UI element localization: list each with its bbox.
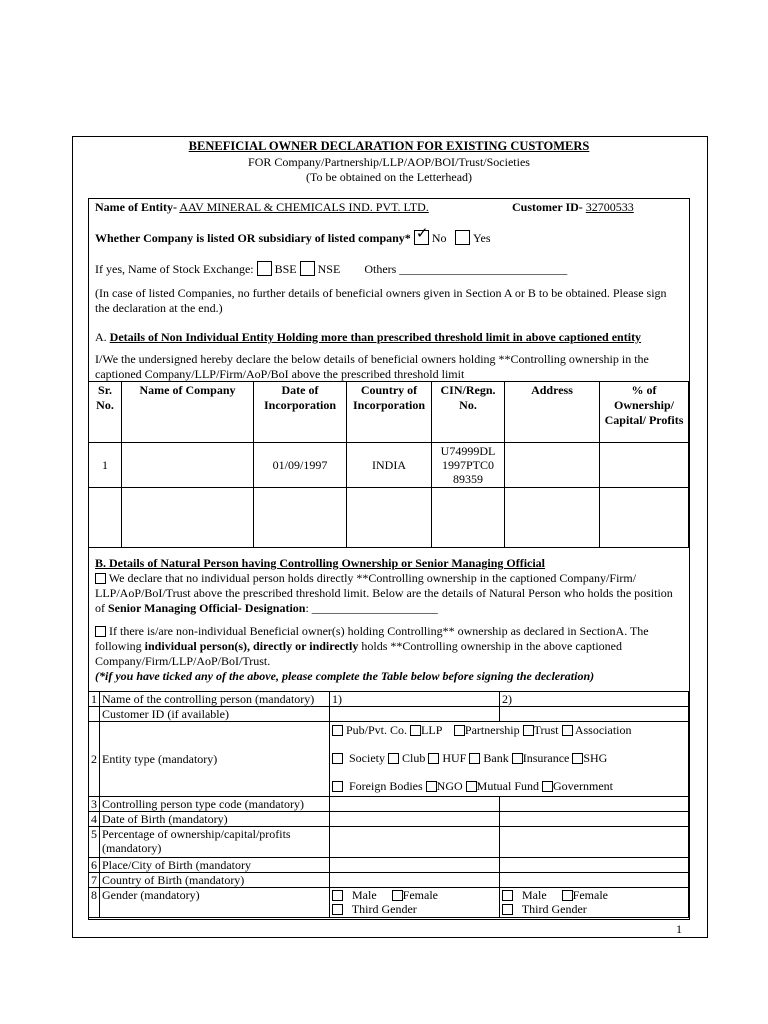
female-label: Female xyxy=(402,888,438,902)
person-2-customer-id[interactable] xyxy=(500,707,689,722)
section-b-table xyxy=(88,691,689,918)
llp-checkbox[interactable] xyxy=(410,725,421,736)
form-title: BENEFICIAL OWNER DECLARATION FOR EXISTING CUSTOMERS xyxy=(188,139,590,153)
entity-type-label: Insurance xyxy=(522,751,570,765)
person-1-birth-city[interactable] xyxy=(330,858,500,873)
option-1-text: We declare that no individual person holds directly **Controlling ownership in the captioned Company/Firm/ LLP/AoP/BoI/Trust above the prescribed threshold limit. Below are the details of Natural Person who holds the position of xyxy=(95,571,673,615)
section-b-option-1 xyxy=(95,571,680,616)
table-row xyxy=(89,722,689,797)
col-country-incorporation: Country of Incorporation xyxy=(347,382,432,443)
entity-type-label: Partnership xyxy=(464,723,520,737)
association-checkbox[interactable] xyxy=(562,725,573,736)
no-label: No xyxy=(431,231,447,245)
section-b-instruction: (*if you have ticked any of the above, please complete the Table below before signing the decleration) xyxy=(95,669,595,683)
customer-id-value: 32700533 xyxy=(585,200,634,214)
table-row xyxy=(89,692,689,707)
section-b-title: B. Details of Natural Person having Controlling Ownership or Senior Managing Official xyxy=(95,556,546,570)
row-number: 8 xyxy=(89,888,100,918)
person-2-gender xyxy=(500,888,689,918)
person-2-percentage[interactable] xyxy=(500,827,689,858)
cell-ownership[interactable] xyxy=(600,443,689,488)
person-1-customer-id[interactable] xyxy=(330,707,500,722)
table-row xyxy=(89,888,689,918)
third-gender-label: Third Gender xyxy=(351,902,417,916)
table-row xyxy=(89,488,689,548)
cell-address[interactable] xyxy=(505,488,600,548)
person-1-percentage[interactable] xyxy=(330,827,500,858)
row-number: 7 xyxy=(89,873,100,888)
male-checkbox[interactable] xyxy=(502,890,513,901)
listed-question-row xyxy=(95,230,491,246)
cell-cin: U74999DL 1997PTC0 89359 xyxy=(432,443,505,488)
row-label: Place/City of Birth (mandatory xyxy=(100,858,330,873)
trust-checkbox[interactable] xyxy=(523,725,534,736)
entity-type-label: Foreign Bodies xyxy=(349,779,423,793)
entity-name-label: Name of Entity- xyxy=(95,200,177,214)
col-date-incorporation: Date of Incorporation xyxy=(254,382,347,443)
stock-exchange-row xyxy=(95,261,567,277)
row-label: Date of Birth (mandatory) xyxy=(100,812,330,827)
entity-type-label: Mutual Fund xyxy=(476,779,540,793)
mutual-fund-checkbox[interactable] xyxy=(466,781,477,792)
row-number: 4 xyxy=(89,812,100,827)
col-sr-no: Sr. No. xyxy=(89,382,122,443)
entity-type-label: Trust xyxy=(533,723,559,737)
bse-checkbox[interactable] xyxy=(257,261,272,276)
table-row xyxy=(89,443,689,488)
table-row xyxy=(89,797,689,812)
entity-type-label: Pub/Pvt. Co. xyxy=(346,723,408,737)
entity-type-label: Government xyxy=(553,779,613,793)
government-checkbox[interactable] xyxy=(542,781,553,792)
customer-id-label: Customer ID- xyxy=(512,200,583,214)
entity-type-label: NGO xyxy=(436,779,463,793)
entity-type-label: Bank xyxy=(483,751,509,765)
cell-company[interactable] xyxy=(122,443,254,488)
col-ownership: % of Ownership/ Capital/ Profits xyxy=(600,382,689,443)
person-2-name[interactable]: 2) xyxy=(500,692,689,707)
entity-type-label: Society xyxy=(349,751,385,765)
cell-ownership[interactable] xyxy=(600,488,689,548)
row-label: Name of the controlling person (mandatory) xyxy=(100,692,330,707)
col-address: Address xyxy=(505,382,600,443)
club-checkbox[interactable] xyxy=(388,753,399,764)
male-label: Male xyxy=(352,888,377,902)
ngo-checkbox[interactable] xyxy=(426,781,437,792)
section-a-prefix: A. xyxy=(95,330,107,344)
person-1-name[interactable]: 1) xyxy=(330,692,500,707)
foreign-bodies-checkbox[interactable] xyxy=(332,781,343,792)
form-subtitle: FOR Company/Partnership/LLP/AOP/BOI/Trust/Societies xyxy=(248,155,530,169)
option-1-designation-field[interactable]: : _____________________ xyxy=(305,601,438,615)
bank-checkbox[interactable] xyxy=(469,753,480,764)
huf-checkbox[interactable] xyxy=(428,753,439,764)
row-label: Country of Birth (mandatory) xyxy=(100,873,330,888)
bse-label: BSE xyxy=(274,262,297,276)
row-number: 6 xyxy=(89,858,100,873)
cell-date: 01/09/1997 xyxy=(254,443,347,488)
table-row xyxy=(89,858,689,873)
partnership-checkbox[interactable] xyxy=(454,725,465,736)
entity-name-value: AAV MINERAL & CHEMICALS IND. PVT. LTD. xyxy=(179,200,429,214)
option-2-text-a: If there is/are non-individual Beneficial owner(s) holding Controlling** ownership as declared in SectionA. The following xyxy=(95,624,649,653)
nse-label: NSE xyxy=(317,262,341,276)
row-number: 5 xyxy=(89,827,100,858)
shg-checkbox[interactable] xyxy=(572,753,583,764)
person-1-type-code[interactable] xyxy=(330,797,500,812)
person-1-gender xyxy=(330,888,500,918)
person-1-dob[interactable] xyxy=(330,812,500,827)
person-2-birth-city[interactable] xyxy=(500,858,689,873)
option-2-checkbox[interactable] xyxy=(95,626,106,637)
table-row xyxy=(89,827,689,858)
person-2-birth-country[interactable] xyxy=(500,873,689,888)
page-number: 1 xyxy=(676,922,682,936)
section-a-title: Details of Non Individual Entity Holding more than prescribed threshold limit in above captioned entity xyxy=(109,330,642,344)
third-gender-checkbox[interactable] xyxy=(332,904,343,915)
cell-sr: 1 xyxy=(89,443,122,488)
section-a-table xyxy=(88,381,689,548)
others-field[interactable]: Others ____________________________ xyxy=(364,262,568,276)
female-label: Female xyxy=(572,888,608,902)
option-1-designation-label: Senior Managing Official- Designation xyxy=(108,601,306,615)
row-number: 2 xyxy=(89,722,100,797)
col-company-name: Name of Company xyxy=(122,382,254,443)
male-checkbox[interactable] xyxy=(332,890,343,901)
person-2-type-code[interactable] xyxy=(500,797,689,812)
table-row xyxy=(89,873,689,888)
row-label: Entity type (mandatory) xyxy=(100,722,330,797)
customer-id-row xyxy=(512,200,634,215)
row-number: 3 xyxy=(89,797,100,812)
person-1-birth-country[interactable] xyxy=(330,873,500,888)
table-row xyxy=(89,707,689,722)
option-2-text-c: holds **Controlling ownership in the above captioned Company/Firm/LLP/AoP/BoI/Trust. xyxy=(95,639,622,668)
letterhead-note: (To be obtained on the Letterhead) xyxy=(305,170,473,184)
row-number xyxy=(89,707,100,722)
no-checkbox[interactable] xyxy=(414,230,429,245)
insurance-checkbox[interactable] xyxy=(512,753,523,764)
listed-note: (In case of listed Companies, no further details of beneficial owners given in Section A or B to be obtained. Please sign the declaration at the end.) xyxy=(95,286,667,315)
yes-label: Yes xyxy=(473,231,491,245)
cell-sr[interactable] xyxy=(89,488,122,548)
cell-date[interactable] xyxy=(254,488,347,548)
third-gender-checkbox[interactable] xyxy=(502,904,513,915)
row-label: Percentage of ownership/capital/profits (mandatory) xyxy=(100,827,330,858)
row-label: Customer ID (if available) xyxy=(100,707,330,722)
row-label: Controlling person type code (mandatory) xyxy=(100,797,330,812)
entity-type-label: SHG xyxy=(583,751,608,765)
cell-country: INDIA xyxy=(347,443,432,488)
option-1-checkbox[interactable] xyxy=(95,573,106,584)
col-cin: CIN/Regn. No. xyxy=(432,382,505,443)
section-a-declaration: I/We the undersigned hereby declare the below details of beneficial owners holding **Controlling ownership in the captioned Company/LLP/Firm/AoP/BoI above the prescribed threshold limit xyxy=(95,352,649,381)
entity-type-label: Association xyxy=(574,723,632,737)
society-checkbox[interactable] xyxy=(332,753,343,764)
female-checkbox[interactable] xyxy=(392,890,403,901)
yes-checkbox[interactable] xyxy=(455,230,470,245)
cell-country[interactable] xyxy=(347,488,432,548)
section-b-option-2 xyxy=(95,624,680,669)
stock-exchange-label: If yes, Name of Stock Exchange: xyxy=(95,262,254,276)
row-label: Gender (mandatory) xyxy=(100,888,330,918)
entity-type-label: HUF xyxy=(442,751,467,765)
cell-company[interactable] xyxy=(122,488,254,548)
table-row xyxy=(89,812,689,827)
entity-type-label: Club xyxy=(402,751,426,765)
nse-checkbox[interactable] xyxy=(300,261,315,276)
entity-name-row xyxy=(95,200,429,215)
row-number: 1 xyxy=(89,692,100,707)
pub-pvt-checkbox[interactable] xyxy=(332,725,343,736)
entity-type-label: LLP xyxy=(421,723,442,737)
section-a-heading xyxy=(95,330,680,345)
cell-cin[interactable] xyxy=(432,488,505,548)
option-2-text-bold: individual person(s), directly or indirectly xyxy=(144,639,359,653)
male-label: Male xyxy=(522,888,547,902)
listed-question: Whether Company is listed OR subsidiary of listed company* xyxy=(95,231,411,245)
third-gender-label: Third Gender xyxy=(521,902,587,916)
female-checkbox[interactable] xyxy=(562,890,573,901)
cell-address[interactable] xyxy=(505,443,600,488)
entity-type-options xyxy=(330,722,689,797)
person-2-dob[interactable] xyxy=(500,812,689,827)
